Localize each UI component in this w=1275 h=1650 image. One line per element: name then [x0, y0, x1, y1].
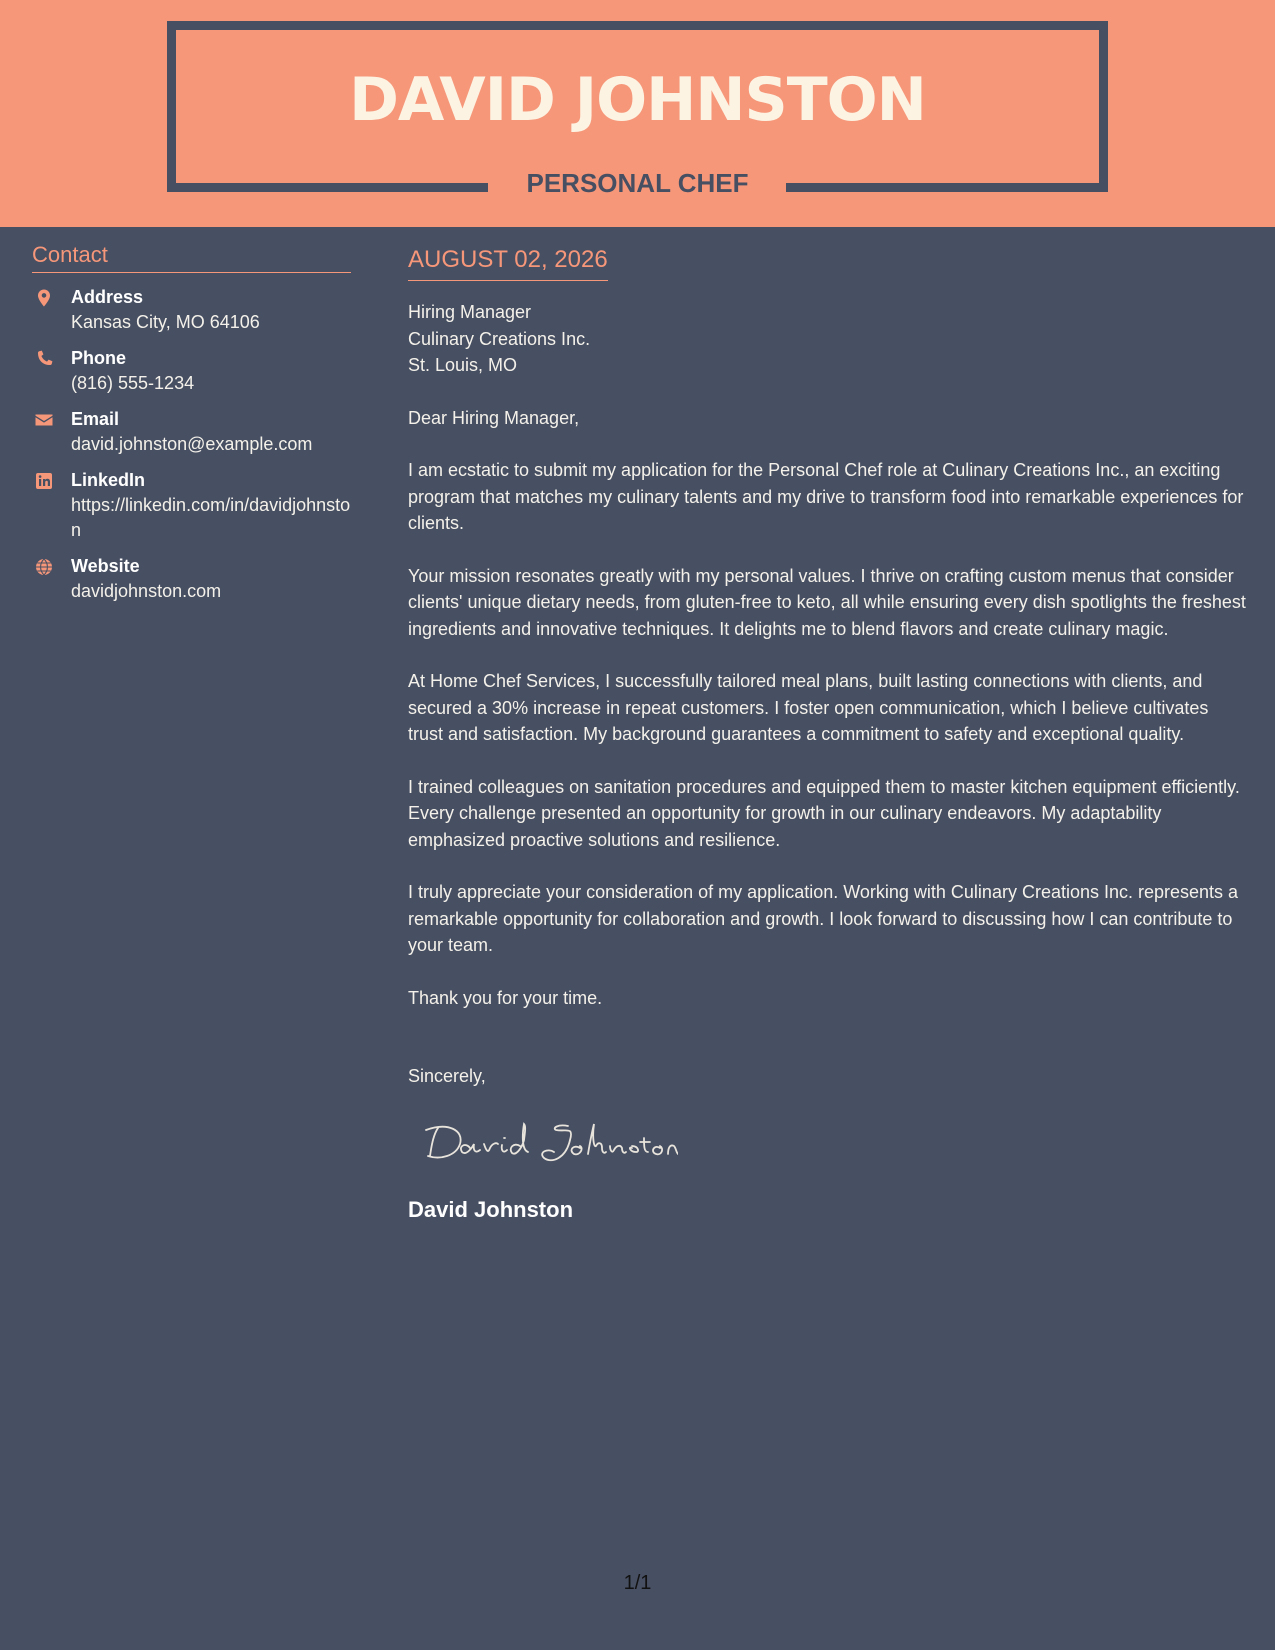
contact-sidebar: [32, 240, 351, 615]
address-value: Kansas City, MO 64106: [71, 312, 260, 332]
email-label: Email: [71, 409, 120, 429]
signed-name: David Johnston: [408, 1196, 574, 1222]
job-title: PERSONAL CHEF: [526, 168, 749, 198]
paragraph-mission: Your mission resonates greatly with my personal values. I thrive on crafting custom menus that consider clients' unique dietary needs, from gluten-free to keto, all while ensuring every dish spotlights the freshest ingredients and innovative techniques. It delights me to blend flavors and create culinary magic.: [408, 565, 1246, 639]
letter-date: AUGUST 02, 2026: [408, 244, 608, 281]
email-value: david.johnston@example.com: [71, 434, 313, 454]
linkedin-icon: [34, 471, 54, 491]
website-value[interactable]: davidjohnston.com: [71, 581, 222, 601]
recipient-block: [408, 299, 1248, 379]
envelope-icon: [34, 410, 54, 430]
paragraph-experience: At Home Chef Services, I successfully tailored meal plans, built lasting connections with clients, and secured a 30% increase in repeat customers. I foster open communication, which I believe cultivates trust and satisfaction. My background guarantees a commitment to safety and exceptional quality.: [408, 671, 1209, 744]
paragraph-thanks: Thank you for your time.: [408, 987, 603, 1008]
linkedin-value[interactable]: https://linkedin.com/in/davidjohnston: [71, 495, 351, 540]
contact-heading: Contact: [32, 240, 351, 273]
recipient-location: St. Louis, MO: [408, 355, 518, 375]
salutation: Dear Hiring Manager,: [408, 407, 580, 428]
closing: Sincerely,: [408, 1066, 486, 1086]
paragraph-intro: I am ecstatic to submit my application for the Personal Chef role at Culinary Creations Inc., an exciting program that matches my culinary talents and my drive to transform food into remarkable experiences for clients.: [408, 460, 1244, 533]
contact-linkedin: [32, 468, 351, 543]
candidate-name: DAVID JOHNSTON: [349, 65, 926, 135]
contact-address: [32, 285, 351, 335]
phone-icon: [34, 349, 54, 369]
phone-label: Phone: [71, 348, 127, 368]
website-label: Website: [71, 556, 140, 576]
contact-list: [32, 285, 351, 604]
contact-email: [32, 407, 351, 457]
contact-website: [32, 554, 351, 604]
page-number: 1/1: [623, 1572, 652, 1594]
linkedin-label: LinkedIn: [71, 470, 146, 490]
recipient-company: Culinary Creations Inc.: [408, 328, 591, 349]
globe-icon: [34, 557, 54, 577]
paragraph-appreciation: I truly appreciate your consideration of my application. Working with Culinary Creations Inc. represents a remarkable opportunity for collaboration and growth. I look forward to discussing how I can contribute to your team.: [408, 882, 1239, 955]
map-pin-icon: [34, 288, 54, 308]
letter-body: [408, 244, 1248, 1225]
paragraph-training: I trained colleagues on sanitation procedures and equipped them to master kitchen equipment efficiently. Every challenge presented an opportunity for growth in our culinary endeavors. My adaptability emphasized proactive solutions and resilience.: [408, 776, 1240, 850]
phone-value: (816) 555-1234: [71, 373, 195, 393]
address-label: Address: [71, 287, 144, 307]
recipient-name: Hiring Manager: [408, 302, 532, 322]
header-banner: [0, 0, 1275, 227]
handwritten-signature: [418, 1112, 678, 1172]
contact-phone: [32, 346, 351, 396]
